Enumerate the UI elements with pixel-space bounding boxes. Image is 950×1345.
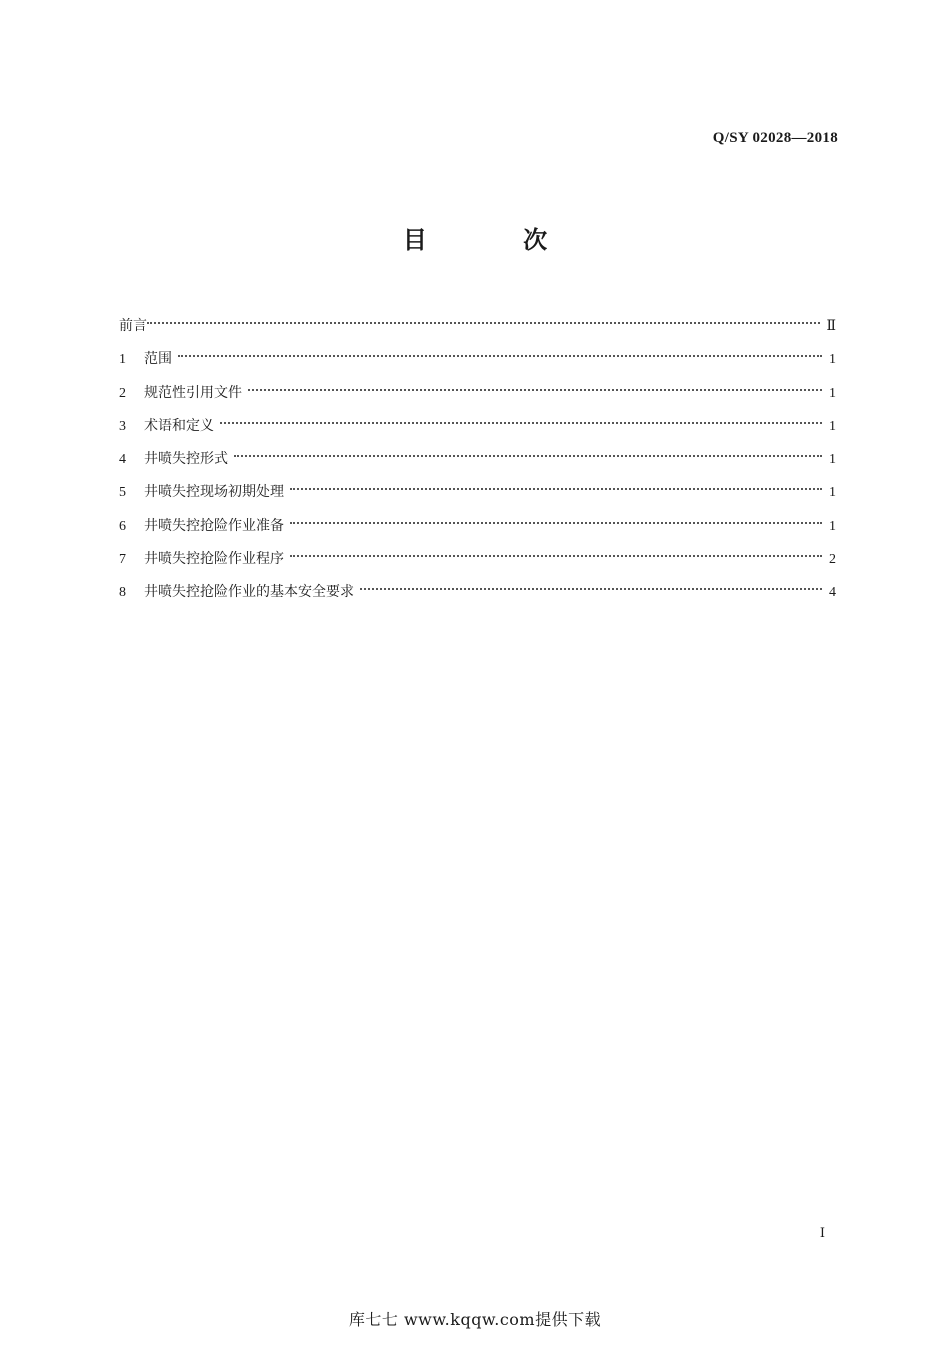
toc-entry-text: 术语和定义 [144, 417, 214, 434]
toc-entry-page: 4 [829, 585, 836, 601]
toc-entry-1[interactable] [119, 341, 836, 374]
toc-leader-dots [290, 474, 822, 496]
page-number: Ⅰ [819, 1225, 825, 1240]
toc-entry-page: 1 [829, 385, 836, 401]
toc-entry-text: 井喷失控现场初期处理 [144, 484, 284, 501]
toc-entry-page: 1 [829, 452, 836, 468]
toc-leader-dots [290, 508, 822, 530]
toc-leader-dots [234, 441, 822, 463]
toc-leader-dots [220, 408, 822, 430]
toc-entry-text: 井喷失控抢险作业程序 [144, 551, 284, 568]
toc-entry-text: 井喷失控抢险作业的基本安全要求 [144, 584, 354, 601]
toc-entry-number: 7 [119, 552, 126, 568]
toc-leader-dots [290, 541, 822, 563]
toc-leader-dots [248, 375, 822, 397]
standard-code: Q/SY 02028—2018 [712, 130, 838, 146]
toc-entry-text: 前言 [119, 318, 147, 334]
toc-entry-text: 井喷失控形式 [144, 451, 228, 468]
toc-entry-3[interactable] [119, 408, 836, 441]
toc-entry-number: 4 [119, 452, 126, 468]
toc-entry-text: 井喷失控抢险作业准备 [144, 517, 284, 534]
toc-entry-5[interactable] [119, 474, 836, 507]
page-title: 目 次 [402, 226, 592, 254]
table-of-contents [119, 308, 836, 608]
toc-leader-dots [178, 341, 822, 363]
toc-leader-dots [147, 308, 820, 330]
toc-entry-number: 3 [119, 418, 126, 434]
toc-entry-number: 1 [119, 352, 126, 368]
toc-entry-number: 5 [119, 485, 126, 501]
toc-entry-number: 6 [119, 518, 126, 534]
toc-entry-page: Ⅱ [826, 319, 836, 334]
toc-entry-page: 1 [829, 518, 836, 534]
toc-entry-8[interactable] [119, 574, 836, 607]
toc-entry-page: 1 [829, 418, 836, 434]
toc-entry-number: 2 [119, 385, 126, 401]
toc-entry-4[interactable] [119, 441, 836, 474]
toc-entry-text: 规范性引用文件 [144, 384, 242, 401]
toc-entry-text: 范围 [144, 351, 172, 368]
toc-entry-7[interactable] [119, 541, 836, 574]
toc-entry-number: 8 [119, 585, 126, 601]
toc-entry-6[interactable] [119, 508, 836, 541]
footer-download-note: 库七七 www.kqqw.com提供下载 [348, 1310, 602, 1329]
toc-leader-dots [360, 574, 822, 596]
toc-entry-foreword[interactable] [119, 308, 836, 341]
toc-entry-page: 2 [829, 552, 836, 568]
toc-entry-2[interactable] [119, 375, 836, 408]
toc-entry-page: 1 [829, 485, 836, 501]
toc-entry-page: 1 [829, 352, 836, 368]
